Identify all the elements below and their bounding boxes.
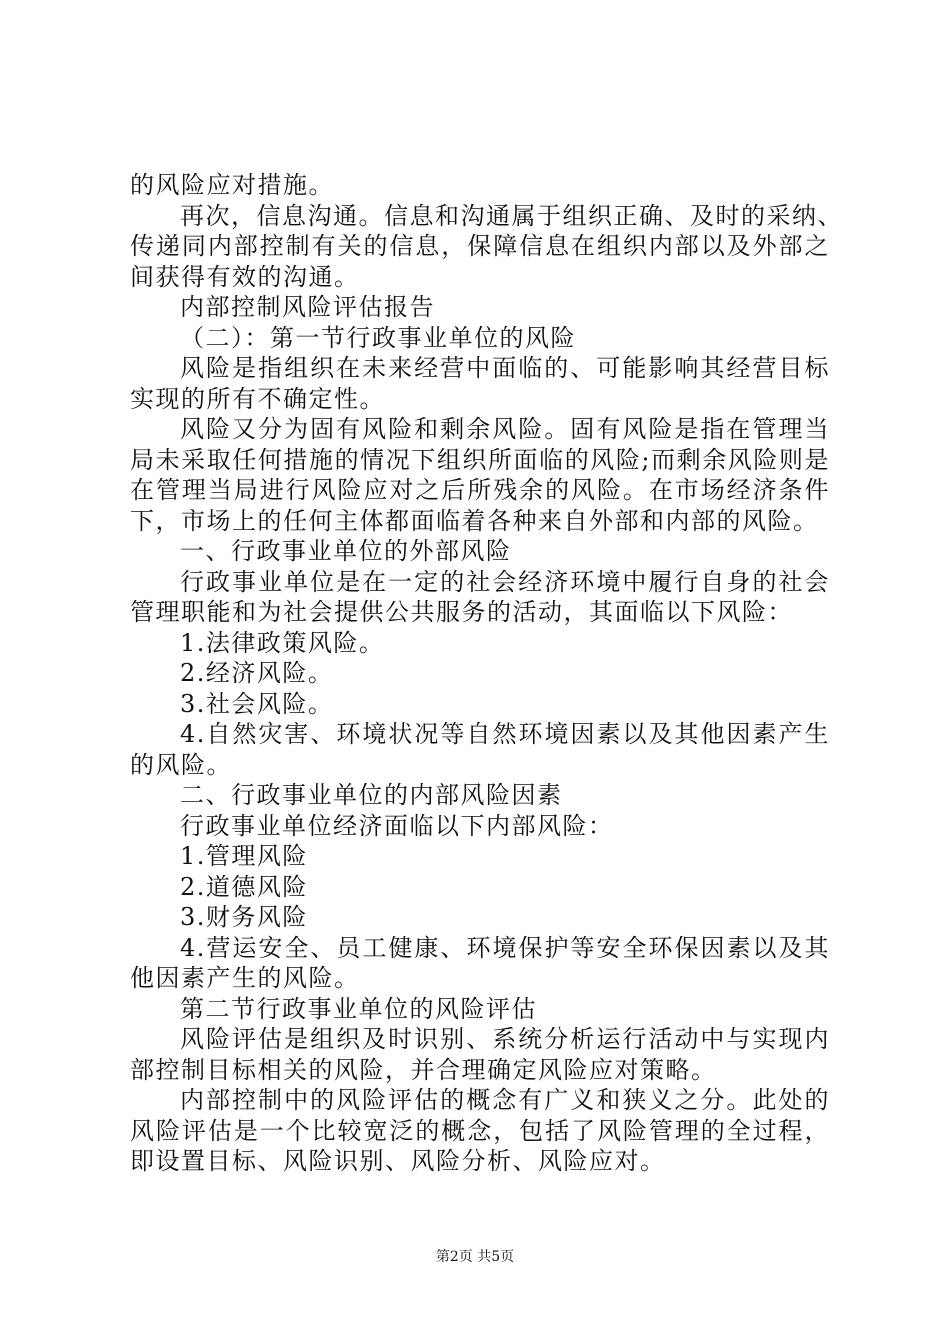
text-line: 再次，信息沟通。信息和沟通属于组织正确、及时的采纳、 <box>180 201 843 230</box>
text-line: 3.财务风险 <box>180 903 308 931</box>
text-line: 风险是指组织在未来经营中面临的、可能影响其经营目标 <box>180 354 830 382</box>
text-line: 传递同内部控制有关的信息，保障信息在组织内部以及外部之 <box>130 232 830 260</box>
text-line: 风险评估是一个比较宽泛的概念，包括了风险管理的全过程， <box>130 1116 830 1145</box>
paragraph <box>130 628 830 659</box>
text-line: 内部控制中的风险评估的概念有广义和狭义之分。此处的 <box>180 1086 830 1114</box>
paragraph <box>130 292 830 323</box>
text-line: 管理职能和为社会提供公共服务的活动，其面临以下风险： <box>130 598 793 626</box>
paragraph <box>130 1024 830 1085</box>
document-body <box>130 170 843 1177</box>
paragraph <box>130 658 830 689</box>
paragraph <box>130 353 830 414</box>
text-line: 二、行政事业单位的内部风险因素 <box>180 781 563 809</box>
text-line: 他因素产生的风险。 <box>130 964 360 992</box>
text-line: 2.道德风险 <box>180 872 308 901</box>
text-line: 4.自然灾害、环境状况等自然环境因素以及其他因素产生 <box>180 720 830 748</box>
text-line: （二）：第一节行政事业单位的风险 <box>180 323 576 352</box>
paragraph <box>130 323 830 354</box>
text-line: 的风险应对措施。 <box>130 171 334 199</box>
text-line: 风险评估是组织及时识别、系统分析运行活动中与实现内 <box>180 1025 830 1053</box>
text-line: 即设置目标、风险识别、风险分析、风险应对。 <box>130 1147 666 1175</box>
text-line: 行政事业单位是在一定的社会经济环境中履行自身的社会 <box>180 567 830 596</box>
page-footer: 第2页 共5页 <box>435 1249 515 1265</box>
text-line: 第二节行政事业单位的风险评估 <box>180 994 537 1023</box>
text-line: 在管理当局进行风险应对之后所残余的风险。在市场经济条件 <box>130 476 830 504</box>
text-line: 实现的所有不确定性。 <box>130 384 385 413</box>
paragraph <box>130 994 830 1025</box>
paragraph <box>130 933 830 994</box>
paragraph <box>130 902 830 933</box>
text-line: 行政事业单位经济面临以下内部风险： <box>180 811 614 840</box>
text-line: 的风险。 <box>130 750 232 779</box>
text-line: 内部控制风险评估报告 <box>180 293 435 321</box>
text-line: 局未采取任何措施的情况下组织所面临的风险;而剩余风险则是 <box>130 445 830 474</box>
paragraph <box>130 414 830 536</box>
text-line: 1.法律政策风险。 <box>180 628 385 657</box>
paragraph <box>130 780 830 811</box>
text-line: 部控制目标相关的风险，并合理确定风险应对策略。 <box>130 1055 717 1084</box>
text-line: 下，市场上的任何主体都面临着各种来自外部和内部的风险。 <box>130 506 819 535</box>
text-line: 风险又分为固有风险和剩余风险。固有风险是指在管理当 <box>180 415 830 443</box>
text-line: 3.社会风险。 <box>180 689 334 718</box>
paragraph <box>130 689 830 720</box>
paragraph <box>130 536 830 567</box>
text-line: 一、行政事业单位的外部风险 <box>180 537 512 565</box>
text-line: 2.经济风险。 <box>180 659 334 687</box>
paragraph <box>130 719 830 780</box>
paragraph <box>130 170 830 201</box>
paragraph <box>130 201 843 293</box>
paragraph <box>130 811 830 842</box>
paragraph <box>130 841 830 872</box>
paragraph <box>130 872 830 903</box>
paragraph <box>130 1085 830 1177</box>
text-line: 1.管理风险 <box>180 842 308 870</box>
text-line: 4.营运安全、员工健康、环境保护等安全环保因素以及其 <box>180 933 830 962</box>
paragraph <box>130 567 830 628</box>
text-line: 间获得有效的沟通。 <box>130 262 360 291</box>
